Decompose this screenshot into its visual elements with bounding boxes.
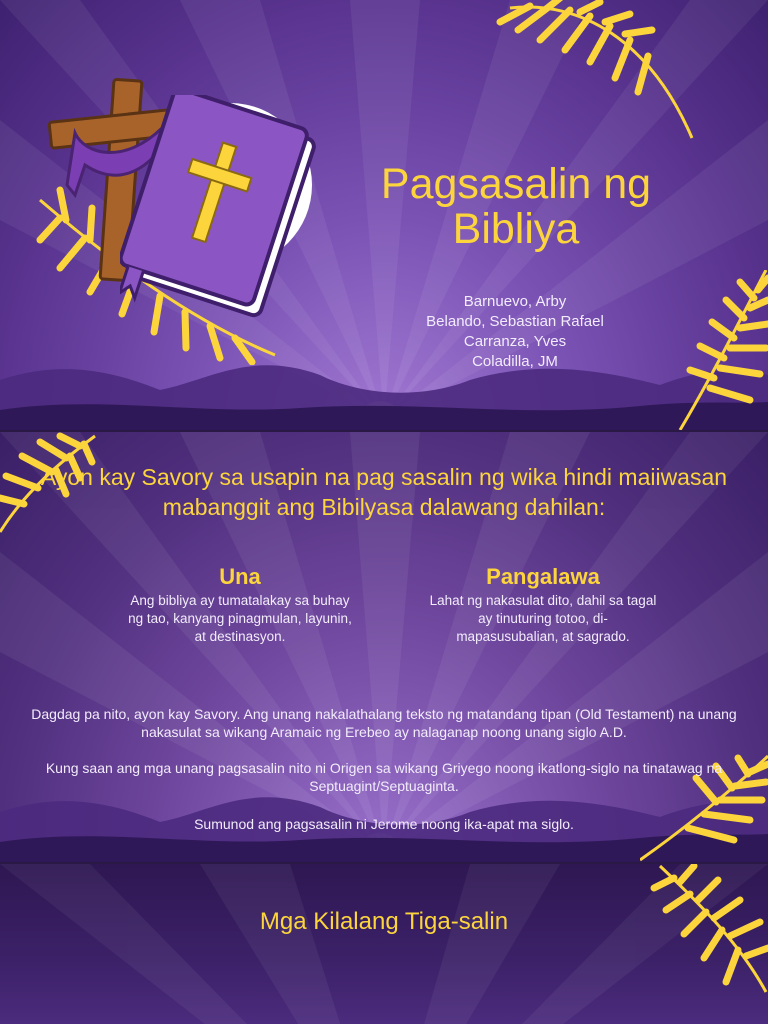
reason-una <box>125 564 355 646</box>
author-name: Barnuevo, Arby <box>463 293 567 310</box>
author-list <box>400 292 630 372</box>
author-name: Carranza, Yves <box>463 333 567 350</box>
reason-text: Lahat ng nakasulat dito, dahil sa tagal ay tinuturing totoo, di-mapasusubalian, at sagrado. <box>429 593 657 644</box>
reason-pangalawa <box>428 564 658 646</box>
palm-leaf-icon <box>670 270 768 430</box>
body-paragraph: Dagdag pa nito, ayon kay Savory. Ang unang nakalathalang teksto ng matandang tipan (Old Testament) na unang nakasulat sa wikang Aramaic ng Erebeo ay nalaganap noong unang siglo A.D. <box>31 706 737 740</box>
translators-slide <box>0 864 768 1024</box>
reason-text: Ang bibliya ay tumatalakay sa buhay ng tao, kanyang pinagmulan, layunin, at destinasyon. <box>128 593 352 644</box>
section-title: Mga Kilalang Tiga-salin <box>259 908 509 935</box>
body-paragraph: Kung saan ang mga unang pagsasalin nito ni Origen sa wikang Griyego noong ikatlong-siglo na tinatawag na Septuagint/Septuaginta. <box>45 760 723 794</box>
reasons-slide <box>0 432 768 862</box>
author-name: Coladilla, JM <box>472 353 558 370</box>
body-paragraph: Sumunod ang pagsasalin ni Jerome noong ika-apat ma siglo. <box>194 816 574 832</box>
reason-heading: Pangalawa <box>486 564 600 589</box>
presentation-title: Pagsasalin ng Bibliya <box>380 160 652 253</box>
palm-leaf-icon <box>470 0 700 145</box>
author-name: Belando, Sebastian Rafael <box>426 313 604 330</box>
intro-statement: Ayon kay Savory sa usapin na pag sasalin ng wika hindi maiiwasan mabanggit ang Bibilyasa dalawang dahilan: <box>40 464 728 520</box>
title-slide <box>0 0 768 430</box>
bible-book-icon <box>120 95 320 325</box>
reason-heading: Una <box>219 564 261 589</box>
